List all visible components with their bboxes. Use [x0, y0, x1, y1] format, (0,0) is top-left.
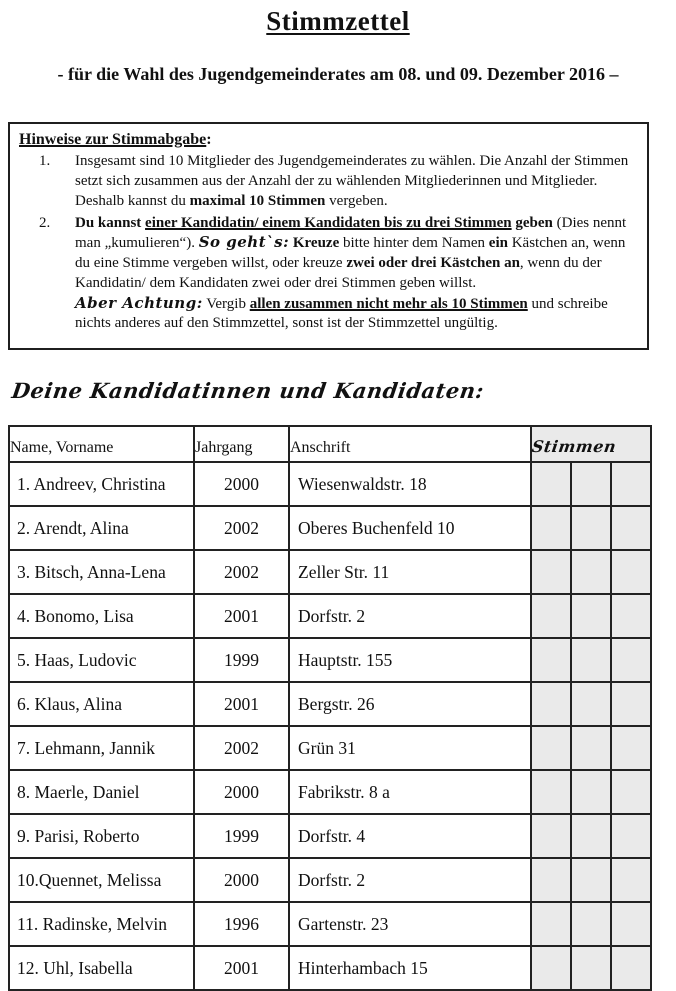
text-segment: und schreibe nichts anderes auf den Stimmzettel, sonst ist der Stimmzettel ungültig. [75, 295, 608, 332]
header-row [9, 426, 651, 462]
vote-box-2[interactable] [571, 506, 611, 550]
candidate-anschrift: Bergstr. 26 [289, 682, 531, 726]
header-anschrift: Anschrift [289, 426, 531, 462]
candidate-anschrift: Gartenstr. 23 [289, 902, 531, 946]
candidate-row [9, 726, 651, 770]
vote-box-3[interactable] [611, 594, 651, 638]
vote-box-1[interactable] [531, 638, 571, 682]
candidates-table-header [9, 426, 651, 462]
header-stimmen-text: Stimmen [530, 437, 618, 457]
instruction-number-2: 2. [39, 214, 51, 231]
vote-box-3[interactable] [611, 682, 651, 726]
candidate-name: 5. Haas, Ludovic [9, 638, 194, 682]
candidate-row [9, 594, 651, 638]
vote-box-3[interactable] [611, 814, 651, 858]
election-subtitle: - für die Wahl des Jugendgemeinderates am 08. und 09. Dezember 2016 – [57, 64, 619, 84]
vote-box-2[interactable] [571, 594, 611, 638]
text-segment: einer Kandidatin/ einem Kandidaten bis zu drei Stimmen [145, 214, 512, 231]
candidate-row [9, 506, 651, 550]
vote-box-2[interactable] [571, 902, 611, 946]
candidate-name: 10.Quennet, Melissa [9, 858, 194, 902]
candidate-jahrgang: 2001 [194, 682, 289, 726]
candidate-jahrgang: 1996 [194, 902, 289, 946]
vote-box-1[interactable] [531, 726, 571, 770]
instructions-box [8, 122, 649, 350]
text-segment: allen zusammen nicht mehr als 10 Stimmen [249, 295, 528, 312]
candidate-name: 6. Klaus, Alina [9, 682, 194, 726]
candidate-name: 7. Lehmann, Jannik [9, 726, 194, 770]
instruction-item-2 [19, 214, 638, 335]
candidate-name: 8. Maerle, Daniel [9, 770, 194, 814]
candidate-anschrift: Oberes Buchenfeld 10 [289, 506, 531, 550]
candidates-heading [12, 378, 676, 404]
page-title [0, 6, 676, 37]
vote-box-2[interactable] [571, 946, 611, 990]
header-stimmen [531, 426, 651, 462]
candidate-row [9, 638, 651, 682]
candidate-row [9, 946, 651, 990]
instruction-paragraph [75, 214, 638, 294]
vote-box-3[interactable] [611, 858, 651, 902]
instruction-item-1 [19, 152, 638, 211]
candidate-name: 3. Bitsch, Anna-Lena [9, 550, 194, 594]
candidate-row [9, 858, 651, 902]
candidate-anschrift: Hauptstr. 155 [289, 638, 531, 682]
vote-box-1[interactable] [531, 946, 571, 990]
text-segment: geben [511, 214, 553, 231]
candidate-jahrgang: 2002 [194, 550, 289, 594]
header-jahrgang: Jahrgang [194, 426, 289, 462]
candidate-anschrift: Hinterhambach 15 [289, 946, 531, 990]
vote-box-1[interactable] [531, 858, 571, 902]
instructions-heading [19, 129, 638, 150]
candidate-jahrgang: 2001 [194, 946, 289, 990]
vote-box-1[interactable] [531, 594, 571, 638]
vote-box-2[interactable] [571, 682, 611, 726]
vote-box-2[interactable] [571, 462, 611, 506]
candidate-jahrgang: 2002 [194, 506, 289, 550]
candidates-table [8, 425, 652, 991]
candidate-anschrift: Dorfstr. 4 [289, 814, 531, 858]
candidate-anschrift: Fabrikstr. 8 a [289, 770, 531, 814]
header-name: Name, Vorname [9, 426, 194, 462]
candidate-anschrift: Dorfstr. 2 [289, 594, 531, 638]
vote-box-2[interactable] [571, 770, 611, 814]
vote-box-3[interactable] [611, 462, 651, 506]
vote-box-3[interactable] [611, 946, 651, 990]
candidates-table-body [9, 462, 651, 990]
vote-box-2[interactable] [571, 550, 611, 594]
candidate-row [9, 682, 651, 726]
candidate-jahrgang: 2000 [194, 462, 289, 506]
vote-box-1[interactable] [531, 550, 571, 594]
vote-box-1[interactable] [531, 682, 571, 726]
instruction-text-2 [75, 214, 638, 335]
vote-box-3[interactable] [611, 902, 651, 946]
candidate-jahrgang: 1999 [194, 638, 289, 682]
candidate-row [9, 902, 651, 946]
candidate-row [9, 462, 651, 506]
candidate-jahrgang: 1999 [194, 814, 289, 858]
instruction-paragraph [75, 152, 638, 211]
instruction-text-1 [75, 152, 638, 211]
candidate-jahrgang: 2000 [194, 770, 289, 814]
candidate-anschrift: Wiesenwaldstr. 18 [289, 462, 531, 506]
vote-box-1[interactable] [531, 814, 571, 858]
candidate-name: 2. Arendt, Alina [9, 506, 194, 550]
candidate-anschrift: Dorfstr. 2 [289, 858, 531, 902]
vote-box-3[interactable] [611, 638, 651, 682]
candidates-heading-text: Deine Kandidatinnen und Kandidaten: [10, 378, 486, 404]
candidate-row [9, 550, 651, 594]
vote-box-1[interactable] [531, 506, 571, 550]
vote-box-3[interactable] [611, 506, 651, 550]
text-segment: Kreuze [292, 235, 340, 252]
script-phrase: So geht`s: [198, 233, 290, 252]
vote-box-1[interactable] [531, 770, 571, 814]
script-phrase: Aber Achtung: [75, 293, 203, 312]
text-segment: Kästchen an, wenn du eine Stimme vergeben willst, oder kreuze [75, 235, 626, 272]
candidate-name: 12. Uhl, Isabella [9, 946, 194, 990]
vote-box-3[interactable] [611, 770, 651, 814]
candidate-jahrgang: 2002 [194, 726, 289, 770]
text-segment: , wenn du der Kandidatin/ dem Kandidaten zwei oder drei Stimmen geben willst. [75, 255, 602, 291]
vote-box-3[interactable] [611, 726, 651, 770]
instructions-heading-colon: : [206, 131, 212, 148]
instructions-heading-text: Hinweise zur Stimmabgabe [19, 131, 207, 148]
instruction-paragraph [75, 294, 638, 335]
candidate-name: 1. Andreev, Christina [9, 462, 194, 506]
vote-box-1[interactable] [531, 462, 571, 506]
vote-box-2[interactable] [571, 726, 611, 770]
vote-box-2[interactable] [571, 638, 611, 682]
instruction-number-1: 1. [39, 153, 51, 170]
candidate-jahrgang: 2001 [194, 594, 289, 638]
text-segment: Vergib [202, 295, 250, 312]
candidate-name: 9. Parisi, Roberto [9, 814, 194, 858]
candidate-name: 4. Bonomo, Lisa [9, 594, 194, 638]
vote-box-1[interactable] [531, 902, 571, 946]
candidate-name: 11. Radinske, Melvin [9, 902, 194, 946]
candidate-row [9, 770, 651, 814]
candidate-jahrgang: 2000 [194, 858, 289, 902]
text-segment: (Dies nennt man „kumulieren“). [75, 214, 627, 252]
candidate-anschrift: Zeller Str. 11 [289, 550, 531, 594]
page-title-text: Stimmzettel [266, 6, 410, 36]
text-segment: maximal 10 Stimmen [189, 192, 326, 209]
vote-box-2[interactable] [571, 858, 611, 902]
text-segment: bitte hinter dem Namen [339, 235, 489, 252]
text-segment: Du kannst [75, 214, 146, 231]
text-segment: ein [488, 235, 508, 252]
text-segment: vergeben. [325, 192, 388, 209]
candidate-row [9, 814, 651, 858]
vote-box-2[interactable] [571, 814, 611, 858]
text-segment: Insgesamt sind 10 Mitglieder des Jugendgemeinderates zu wählen. Die Anzahl der Stimmen setzt sich zusammen aus der Anzahl der zu wählenden Mitgliederinnen und Mitglieder. Deshalb kannst du [75, 153, 629, 209]
candidate-anschrift: Grün 31 [289, 726, 531, 770]
ballot-document [0, 6, 676, 978]
text-segment: zwei oder drei Kästchen an [346, 255, 520, 272]
vote-box-3[interactable] [611, 550, 651, 594]
